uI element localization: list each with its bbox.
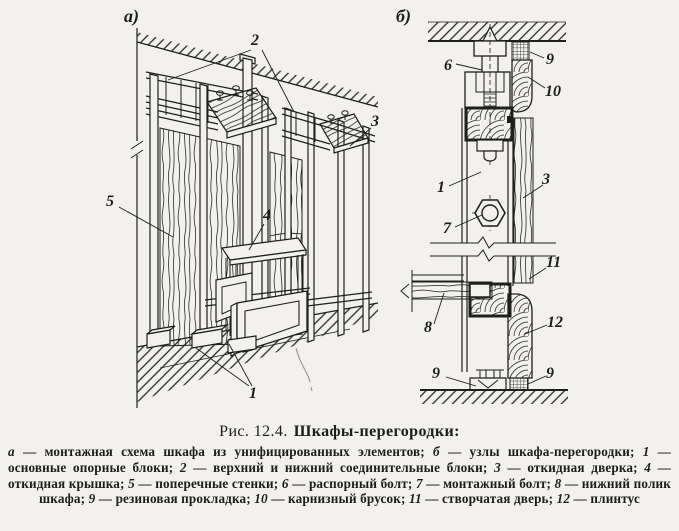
callout-b-3: 3 <box>542 171 550 188</box>
callout-b-10: 10 <box>545 83 561 100</box>
panel-a-drawing <box>106 6 379 408</box>
legend-item: 8 — нижний полик шкафа; <box>39 475 672 507</box>
figure-caption <box>0 423 679 441</box>
floor-hatch-b <box>420 390 568 404</box>
legend-item: 6 — распорный болт; <box>281 475 416 491</box>
hinge-block <box>507 116 513 123</box>
legend-item: 12 — плинтус <box>556 491 640 507</box>
legend-item-marker: 8 <box>554 475 562 491</box>
legend-item-marker: 2 <box>179 459 187 475</box>
figure-legend <box>0 444 679 507</box>
legend-item: 9 — резиновая прокладка; <box>88 491 255 507</box>
callout-a-4: 4 <box>263 207 271 224</box>
lower-connecting-block <box>470 284 510 316</box>
rubber-gasket-bottom <box>510 378 528 390</box>
panel-b-label: б) <box>396 6 411 26</box>
callout-a-3: 3 <box>371 113 379 130</box>
callout-b-12: 12 <box>547 314 563 331</box>
callout-b-9-top: 9 <box>546 51 554 68</box>
callout-b-11: 11 <box>546 254 562 271</box>
plinth <box>508 294 532 378</box>
legend-item-marker: 1 <box>642 444 650 459</box>
callout-b-9-left: 9 <box>432 365 440 382</box>
mounting-bolt <box>472 195 508 231</box>
legend-item-marker: 3 <box>494 459 501 475</box>
callout-b-8: 8 <box>424 319 432 336</box>
callout-b-7: 7 <box>443 220 451 237</box>
legend-item: 7 — монтажный болт; <box>415 475 555 491</box>
legend-item: 2 — верхний и нижний соединительные блоки; <box>179 459 495 475</box>
callout-a-2: 2 <box>251 32 259 49</box>
legend-item-marker: 10 <box>254 491 268 507</box>
upper-connecting-block <box>466 108 512 140</box>
panel-b-drawing <box>396 6 568 404</box>
legend-item-marker: 7 <box>415 475 423 491</box>
figure-number: Рис. 12.4. <box>219 423 288 440</box>
legend-item-marker: 5 <box>128 475 135 491</box>
legend-item: 1 — основные опорные блоки; <box>8 444 671 475</box>
callout-b-1: 1 <box>437 179 445 196</box>
legend-item-marker: а <box>8 444 15 459</box>
legend-item: 5 — поперечные стенки; <box>128 475 282 491</box>
top-frame-box <box>465 72 510 108</box>
legend-item-marker: 4 <box>644 459 652 475</box>
door-panel-upper <box>514 118 533 243</box>
legend-item: б — узлы шкафа-перегородки; <box>433 444 643 459</box>
break-lines <box>430 237 556 261</box>
panel-a-label: а) <box>124 6 139 26</box>
bolt-nut <box>477 140 503 161</box>
legend-item: а — монтажная схема шкафа из унифицированных элементов; <box>8 444 434 459</box>
callout-b-9-right: 9 <box>546 365 554 382</box>
callout-b-6: 6 <box>444 57 452 74</box>
legend-item: 4 — откидная крышка; <box>8 459 671 491</box>
figure-title: Шкафы-перегородки: <box>293 423 460 440</box>
support-foot <box>470 370 506 390</box>
callout-a-5: 5 <box>106 193 114 210</box>
cornice-bar <box>512 60 532 112</box>
legend-item: 3 — откидная дверка; <box>494 459 645 475</box>
legend-item-marker: 12 <box>556 491 571 507</box>
tilted-block-b <box>320 111 368 153</box>
callout-a-1: 1 <box>249 385 257 402</box>
legend-item-marker: б <box>433 444 440 459</box>
door-panel-lower <box>514 256 533 283</box>
legend-item-marker: 6 <box>281 475 289 491</box>
legend-item-marker: 11 <box>409 491 422 507</box>
faint-leader-mark <box>296 348 312 391</box>
legend-item: 10 — карнизный брусок; <box>254 491 410 507</box>
rubber-gasket-top <box>512 42 529 60</box>
ceiling-hatch-b <box>428 22 566 41</box>
legend-item: 11 — створчатая дверь; <box>409 491 557 507</box>
legend-item-marker: 9 <box>88 491 96 507</box>
